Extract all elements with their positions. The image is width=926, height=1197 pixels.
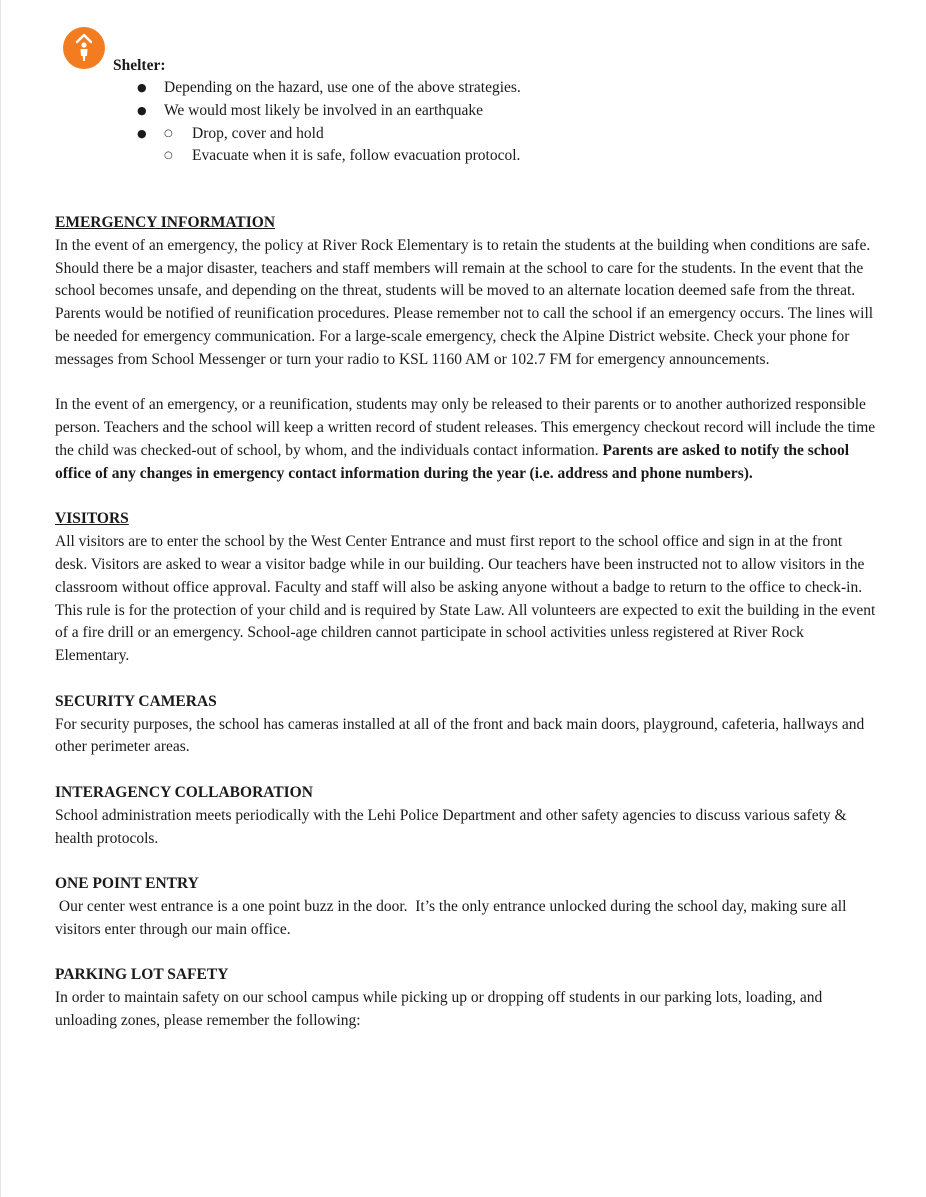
- interagency-heading: INTERAGENCY COLLABORATION: [55, 783, 313, 801]
- emergency-paragraph-2-text: In the event of an emergency, or a reunification, students may only be released to their parents or to another authorized responsible person. Teachers and the school will keep a written record of student releases. This emergency checkout record will include the time the child was checked-out of school, by whom, and the individuals contact information.: [55, 396, 876, 459]
- visitors-heading: VISITORS: [55, 510, 129, 528]
- earthquake-sub-list: [164, 123, 521, 169]
- bullet-text: We would most likely be involved in an earthquake: [164, 101, 484, 119]
- shelter-bullet-list: [137, 77, 521, 168]
- interagency-section: [55, 782, 877, 850]
- spacer: [55, 759, 877, 782]
- entry-heading: ONE POINT ENTRY: [55, 875, 199, 893]
- parking-section: [55, 964, 877, 1032]
- spacer: [55, 942, 877, 965]
- list-item: [137, 100, 521, 123]
- spacer: [55, 850, 877, 873]
- person-shelter-icon: [63, 27, 105, 69]
- document-body: [55, 212, 877, 1033]
- entry-paragraph: Our center west entrance is a one point buzz in the door. It’s the only entrance unlocked during the school day, making sure all visitors enter through our main office.: [55, 897, 851, 938]
- sub-bullet-text: Evacuate when it is safe, follow evacuation protocol.: [192, 147, 521, 165]
- emergency-contact-notice: Parents are asked to notify the school office of any changes in emergency contact information during the year (i.e. address and phone numbers).: [55, 441, 850, 482]
- nested-list-container: [137, 123, 521, 169]
- sub-bullet-text: Drop, cover and hold: [192, 124, 324, 142]
- visitors-paragraph: All visitors are to enter the school by the West Center Entrance and must first report to the school office and sign in at the front desk. Visitors are asked to wear a visitor badge while in our building. Our teachers have been instructed not to allow visitors in the classroom without office approval. Faculty and staff will also be asking anyone without a badge to return to the office to check-in. This rule is for the protection of your child and is required by State Law. All volunteers are expected to exit the building in the event of a fire drill or an emergency. School-age children cannot participate in school activities unless registered at River Rock Elementary.: [55, 533, 876, 665]
- emergency-heading: EMERGENCY INFORMATION: [55, 214, 276, 231]
- interagency-paragraph: School administration meets periodically with the Lehi Police Department and other safety agencies to discuss various safety & health protocols.: [55, 806, 847, 847]
- entry-section: [55, 873, 877, 941]
- cameras-paragraph: For security purposes, the school has cameras installed at all of the front and back main doors, playground, cafeteria, hallways and other perimeter areas.: [55, 715, 865, 756]
- cameras-section: [55, 691, 877, 759]
- spacer: [55, 486, 877, 509]
- parking-paragraph: In order to maintain safety on our school campus while picking up or dropping off students in our parking lots, loading, and unloading zones, please remember the following:: [55, 989, 823, 1029]
- parking-heading: PARKING LOT SAFETY: [55, 966, 229, 984]
- visitors-section: [55, 508, 877, 668]
- sub-list-item: [164, 145, 521, 168]
- shelter-title: Shelter:: [113, 57, 166, 74]
- list-item: [137, 77, 521, 100]
- cameras-heading: SECURITY CAMERAS: [55, 692, 217, 710]
- person-arrow-icon: [71, 33, 97, 63]
- emergency-paragraph-2: [55, 394, 877, 485]
- emergency-section: [55, 212, 877, 486]
- bullet-text: Depending on the hazard, use one of the above strategies.: [164, 79, 521, 96]
- spacer: [55, 372, 877, 395]
- emergency-paragraph-1: In the event of an emergency, the policy at River Rock Elementary is to retain the students at the building when conditions are safe. Should there be a major disaster, teachers and staff members will remain at the school to care for the students. In the event that the school becomes unsafe, and depending on the threat, students will be moved to an alternate location deemed safe from the threat. Parents would be notified of reunification procedures. Please remember not to call the school if an emergency occurs. The lines will be needed for emergency communication. For a large-scale emergency, check the Alpine District website. Check your phone for messages from School Messenger or turn your radio to KSL 1160 AM or 102.7 FM for emergency announcements.: [55, 236, 874, 368]
- sub-list-item: [164, 123, 521, 146]
- spacer: [55, 668, 877, 691]
- page-edge: [0, 0, 1, 1197]
